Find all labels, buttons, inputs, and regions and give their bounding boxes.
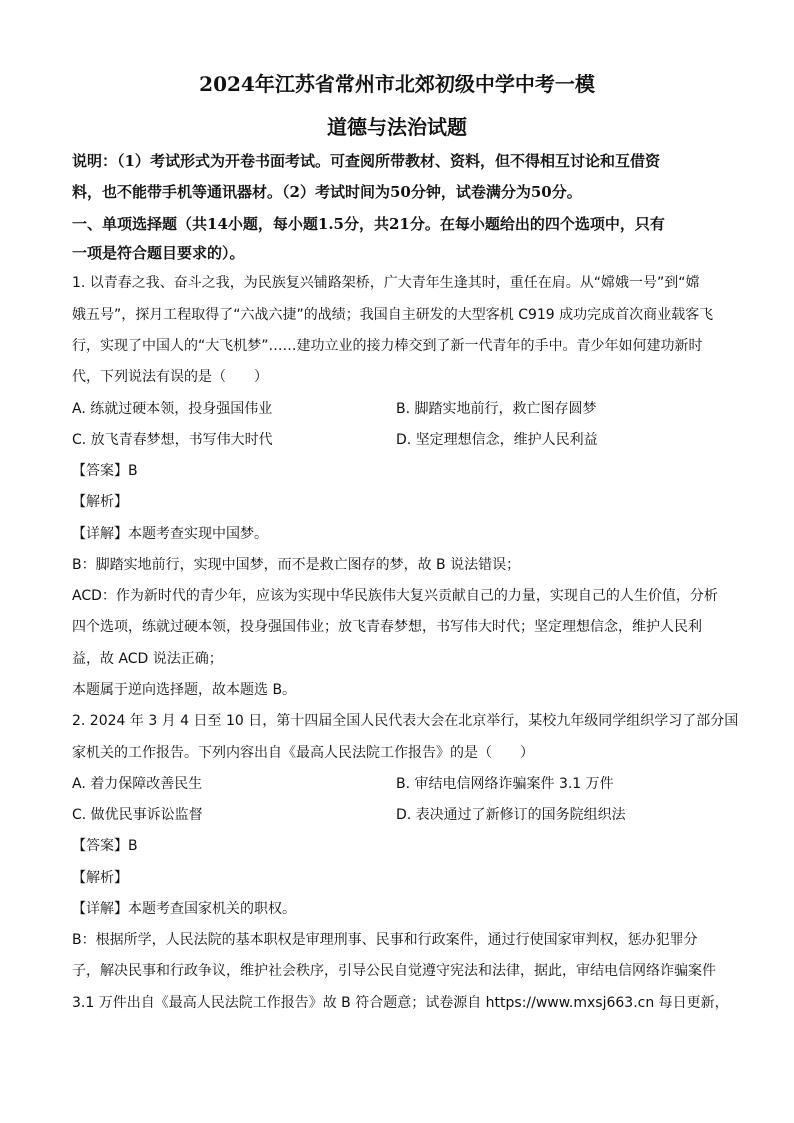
section-heading-line-2: 一项是符合题目要求的）。 [72, 244, 245, 262]
q1-option-d: D. 坚定理想信念，维护人民利益 [396, 432, 598, 448]
q1-detail-line-5: 益，故 ACD 说法正确； [72, 651, 223, 667]
instructions-line-2: 料，也不能带手机等通讯器材。（2）考试时间为50分钟，试卷满分为50分。 [72, 183, 582, 201]
q2-option-d: D. 表决通过了新修订的国务院组织法 [396, 807, 626, 823]
q1-answer: 【答案】B [72, 463, 138, 479]
q2-option-c: C. 做优民事诉讼监督 [72, 807, 203, 823]
q2-detail-line-1: 【详解】本题考查国家机关的职权。 [72, 901, 296, 917]
q1-stem-line-1: 1. 以青春之我、奋斗之我，为民族复兴铺路架桥，广大青年生逢其时，重任在肩。从“嫦娥一号”到“嫦 [72, 275, 700, 291]
q1-detail-line-2: B：脚踏实地前行，实现中国梦，而不是救亡图存的梦，故 B 说法错误； [72, 557, 521, 573]
q1-stem-line-3: 行，实现了中国人的“大飞机梦”……建功立业的接力棒交到了新一代青年的手中。青少年如何建功新时 [72, 338, 703, 354]
q2-answer: 【答案】B [72, 838, 138, 854]
section-heading-line-1: 一、单项选择题（共14小题，每小题1.5分，共21分。在每小题给出的四个选项中，只有 [72, 215, 665, 233]
q2-detail-line-4: 3.1 万件出自《最高人民法院工作报告》故 B 符合题意；试卷源自 https://www.mxsj663.cn 每日更新， [72, 995, 729, 1011]
q2-stem-line-1: 2. 2024 年 3 月 4 日至 10 日，第十四届全国人民代表大会在北京举行，某校九年级同学组织学习了部分国 [72, 713, 739, 729]
q2-option-b: B. 审结电信网络诈骗案件 3.1 万件 [396, 776, 614, 792]
instructions-line-1: 说明：（1）考试形式为开卷书面考试。可查阅所带教材、资料，但不得相互讨论和互借资 [72, 152, 660, 170]
q2-stem-line-2: 家机关的工作报告。下列内容出自《最高人民法院工作报告》的是（ ） [72, 745, 534, 761]
q1-detail-line-3: ACD：作为新时代的青少年，应该为实现中华民族伟大复兴贡献自己的力量，实现自己的人生价值，分析 [72, 588, 718, 604]
q1-detail-line-6: 本题属于逆向选择题，故本题选 B。 [72, 682, 297, 698]
page-title: 2024年江苏省常州市北郊初级中学中考一模 [199, 72, 595, 96]
q2-detail-line-2: B：根据所学，人民法院的基本职权是审理刑事、民事和行政案件，通过行使国家审判权，惩办犯罪分 [72, 932, 698, 948]
q1-stem-line-2: 娥五号”，探月工程取得了“六战六捷”的战绩；我国自主研发的大型客机 C919 成功完成首次商业载客飞 [72, 307, 714, 323]
q1-option-b: B. 脚踏实地前行，救亡图存圆梦 [396, 401, 597, 417]
page-subtitle: 道德与法治试题 [327, 115, 467, 139]
q2-analysis-label: 【解析】 [72, 870, 128, 886]
q2-detail-line-3: 子，解决民事和行政争议，维护社会秩序，引导公民自觉遵守宪法和法律，据此，审结电信网络诈骗案件 [72, 963, 716, 979]
q1-detail-line-4: 四个选项，练就过硬本领，投身强国伟业；放飞青春梦想，书写伟大时代；坚定理想信念，维护人民利 [72, 619, 702, 635]
q1-stem-line-4: 代，下列说法有误的是（ ） [72, 369, 268, 385]
q2-option-a: A. 着力保障改善民生 [72, 776, 203, 792]
q1-option-a: A. 练就过硬本领，投身强国伟业 [72, 401, 273, 417]
q1-detail-line-1: 【详解】本题考查实现中国梦。 [72, 526, 268, 542]
q1-analysis-label: 【解析】 [72, 494, 128, 510]
q1-option-c: C. 放飞青春梦想，书写伟大时代 [72, 432, 273, 448]
